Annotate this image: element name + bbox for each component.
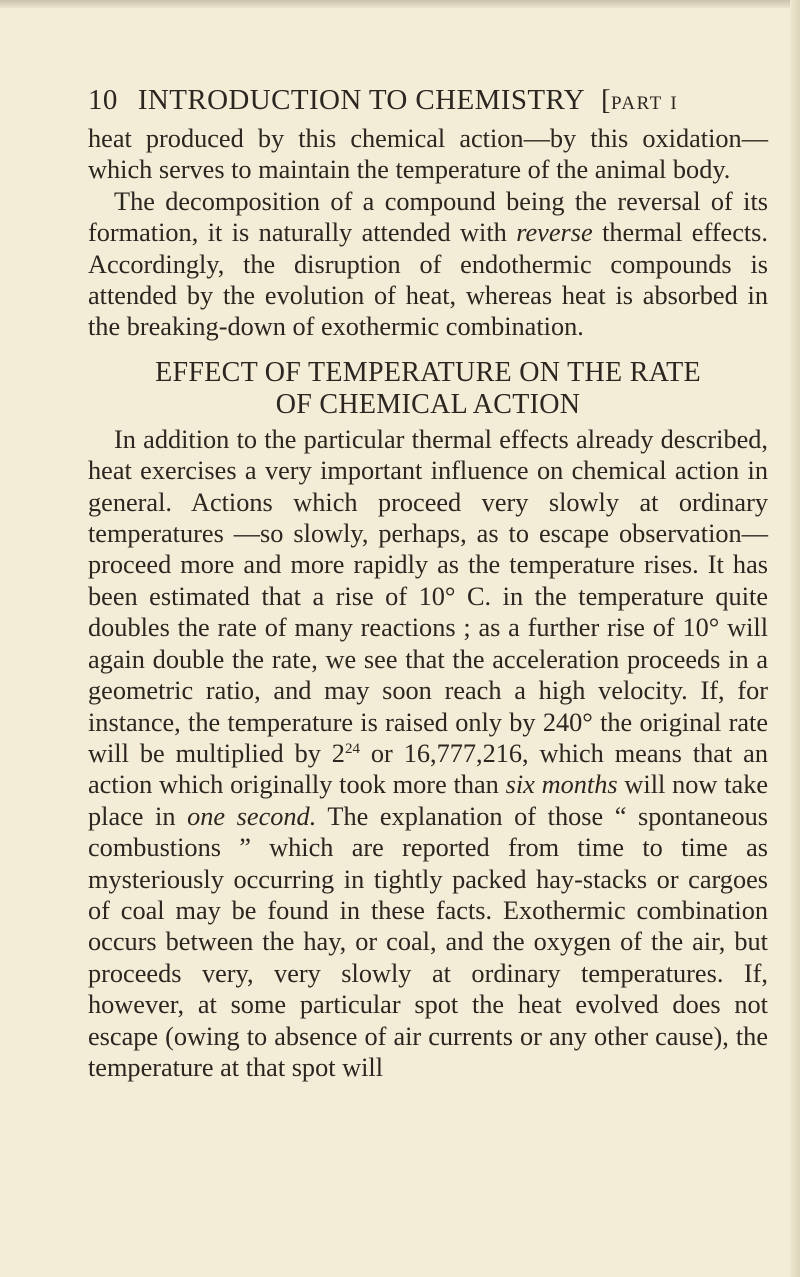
section-heading xyxy=(88,357,768,421)
section-heading-line-2: OF CHEMICAL ACTION xyxy=(275,388,581,420)
book-title: INTRODUCTION TO CHEMISTRY xyxy=(137,84,585,116)
para3-text-b: or 16,777,216, which means that an action which originally took more than xyxy=(88,738,769,800)
part-label: PART xyxy=(611,93,663,114)
running-head xyxy=(88,84,768,117)
paragraph-decomposition xyxy=(88,186,768,343)
part-number: I xyxy=(670,93,679,114)
page-right-edge xyxy=(790,0,800,1277)
paragraph-continued: heat produced by this chemical action—by this oxidation—which serves to maintain the temperature of the animal body. xyxy=(88,124,768,185)
part-reference xyxy=(601,84,678,117)
para3-text-a: In addition to the particular thermal effects already described, heat exercises a very important influence on chemical action in general. Actions which proceed very slowly at ordinary temperatures —so slowly, perhaps, as to escape observation— proceed more and more rapidly as the temperature rises. It has been estimated that a rise of 10° C. in the temperature quite doubles the rate of many reactions ; as a further rise of 10° will again double the rate, we see that the acceleration proceeds in a geometric ratio, and may soon reach a high velocity. If, for instance, the temperature is raised only by 240° the original rate will be multiplied by 2 xyxy=(88,424,768,768)
para2-emphasis: reverse xyxy=(516,218,593,248)
para3-text-c: will now take place in xyxy=(88,770,769,831)
page-top-edge xyxy=(0,0,800,8)
para3-emphasis-six-months: six months xyxy=(505,770,618,800)
page-number: 10 xyxy=(88,84,118,116)
section-heading-line-1: EFFECT OF TEMPERATURE ON THE RATE xyxy=(155,356,701,388)
book-page xyxy=(88,84,768,1083)
para2-text-b: thermal effects. Accordingly, the disruption of endothermic compounds is attended by the evolution of heat, whereas heat is absorbed in the breaking-down of exothermic combination. xyxy=(88,218,768,342)
para3-text-d: The explanation of those “ spontaneous combustions ” which are reported from time to time as mysteriously occurring in tightly packed hay-stacks or cargoes of coal may be found in these facts. Exothermic combination occurs between the hay, or coal, and the oxygen of the air, but proceeds very, very slowly at ordinary temperatures. If, however, at some particular spot the heat evolved does not escape (owing to absence of air currents or any other cause), the temperature at that spot will xyxy=(88,801,769,1082)
para2-text-a: The decomposition of a compound being the reversal of its formation, it is naturally attended with xyxy=(88,186,768,248)
para3-exponent: 24 xyxy=(344,740,360,757)
paragraph-temperature xyxy=(88,424,768,1084)
part-bracket: [ xyxy=(600,84,612,116)
para3-emphasis-one-second: one second. xyxy=(187,801,317,831)
